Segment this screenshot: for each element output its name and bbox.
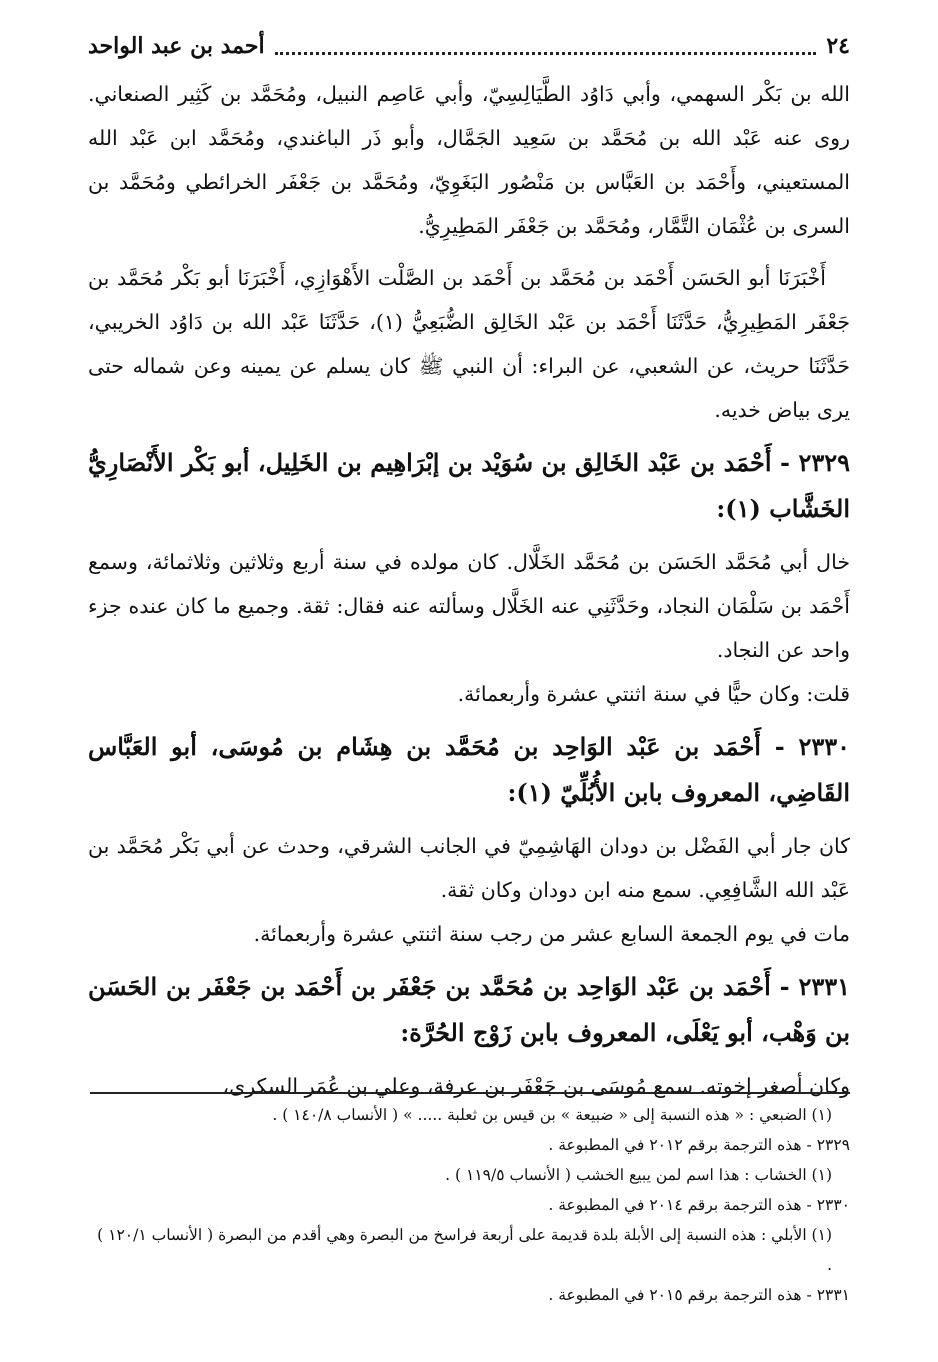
paragraph-entry-2331: وكان أصغر إخوته. سمع مُوسَى بن جَعْفَر بن عرفة، وعلي بن عُمَر السكرى، xyxy=(222,1074,850,1098)
footnote: (١) الضبعي : « هذه النسبة إلى « ضبيعة » بن قيس بن ثعلبة ..... » ( الأنساب ١٤٠/٨ ) . xyxy=(272,1106,832,1124)
footnote: (١) الخشاب : هذا اسم لمن يبيع الخشب ( الأنساب ١١٩/٥ ) . xyxy=(445,1166,832,1184)
footnotes xyxy=(88,1100,850,1310)
paragraph-hadith: أَخْبَرَنَا أبو الحَسَن أَحْمَد بن مُحَمَّد بن أَحْمَد بن الصَّلْت الأَهْوَازِي، أَخْبَرَنَا أبو بَكْر مُحَمَّد بن جَعْفَر المَطِيرِيُّ، حَدَّثَنَا أَحْمَد بن عَبْد الخَالِق الضُّبَعِيُّ (١)، حَدَّثَنَا عَبْد الله بن دَاوُد الخريبي، حَدَّثَنَا حريث، عن الشعبي، عن البراء: أن النبي ﷺ كان يسلم عن يمينه وعن شماله حتى يرى بياض خديه. xyxy=(88,266,850,422)
paragraph-entry-2330-death: مات في يوم الجمعة السابع عشر من رجب سنة اثنتي عشرة وأربعمائة. xyxy=(253,922,850,946)
paragraph-entry-2329: خال أبي مُحَمَّد الحَسَن بن مُحَمَّد الخَلَّال. كان مولده في سنة أربع وثلاثين وثلاثمائة، وسمع أَحْمَد بن سَلْمَان النجاد، وحَدَّثَنِي عنه الخَلَّال وسألته عنه فقال: ثقة. وجميع ما كان عنده جزء واحد عن النجاد. xyxy=(88,550,850,662)
entry-heading-2330: ٢٣٣٠ - أَحْمَد بن عَبْد الوَاحِد بن مُحَمَّد بن هِشَام بن مُوسَى، أبو العَبَّاس القَاضِي، المعروف بابن الأُبُلِّيّ (١): xyxy=(88,732,850,807)
entry-heading-2329: ٢٣٢٩ - أَحْمَد بن عَبْد الخَالِق بن سُوَيْد بن إبْرَاهِيم بن الخَلِيل، أبو بَكْر الأَنْصَارِيُّ الخَشَّاب (١): xyxy=(88,448,850,523)
footnote-reference: ٢٣٣٠ - هذه الترجمة برقم ٢٠١٤ في المطبوعة . xyxy=(548,1196,850,1214)
page-header xyxy=(88,26,850,66)
entry-heading-2331: ٢٣٣١ - أَحْمَد بن عَبْد الوَاحِد بن مُحَمَّد بن جَعْفَر بن أَحْمَد بن جَعْفَر بن الحَسَن بن وَهْب، أبو يَعْلَى، المعروف بابن زَوْج الحُرَّة: xyxy=(88,972,850,1047)
footnote-separator xyxy=(90,1092,850,1094)
footnote: (١) الأبلي : هذه النسبة إلى الأبلة بلدة قديمة على أربعة فراسخ من البصرة وهي أقدم من البصرة ( الأنساب ١٢٠/١ ) . xyxy=(97,1226,832,1274)
header-leader-dots xyxy=(275,38,817,55)
paragraph-narrators: الله بن بَكْر السهمي، وأبي دَاوُد الطَّيَالِسِيّ، وأبي عَاصِم النبيل، ومُحَمَّد بن كَثِير الصنعاني. روى عنه عَبْد الله بن مُحَمَّد بن سَعِيد الجَمَّال، وأبو ذَر الباغندي، ومُحَمَّد ابن عَبْد الله المستعيني، وأَحْمَد بن العَبَّاس بن مَنْصُور البَغَوِيّ، ومُحَمَّد بن جَعْفَر الخرائطي ومُحَمَّد بن السرى بن عُثْمَان التَّمَّار، ومُحَمَّد بن جَعْفَر المَطِيرِيُّ. xyxy=(88,82,850,238)
paragraph-entry-2329-note: قلت: وكان حيًّا في سنة اثنتي عشرة وأربعمائة. xyxy=(457,682,850,706)
paragraph-entry-2330: كان جار أبي الفَضْل بن دودان الهَاشِمِيّ في الجانب الشرقي، وحدث عن أبي بَكْر مُحَمَّد بن عَبْد الله الشَّافِعِي. سمع منه ابن دودان وكان ثقة. xyxy=(88,834,850,902)
footnote-reference: ٢٣٢٩ - هذه الترجمة برقم ٢٠١٢ في المطبوعة . xyxy=(548,1136,850,1154)
page-number: ٢٤ xyxy=(826,33,850,59)
running-title: أحمد بن عبد الواحد xyxy=(88,33,265,59)
footnote-reference: ٢٣٣١ - هذه الترجمة برقم ٢٠١٥ في المطبوعة . xyxy=(548,1286,850,1304)
main-text xyxy=(88,72,850,1116)
